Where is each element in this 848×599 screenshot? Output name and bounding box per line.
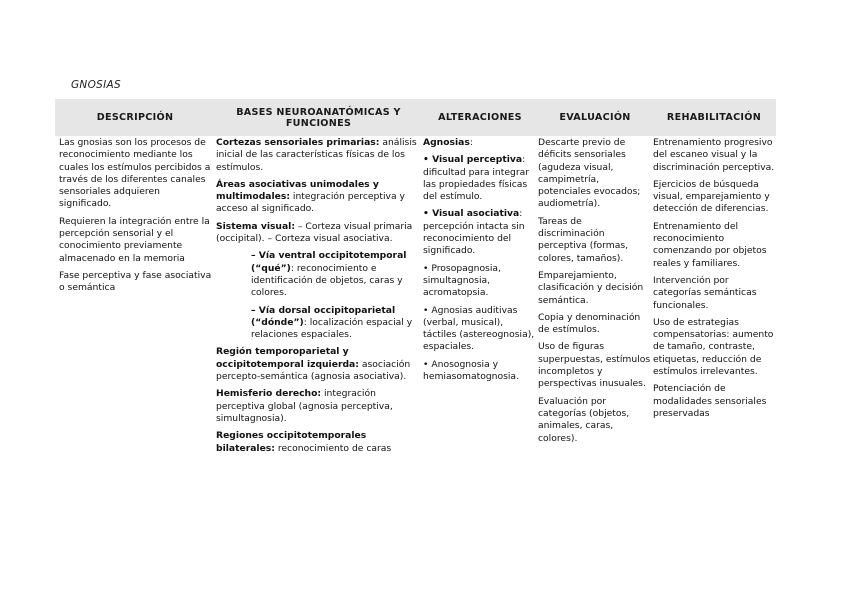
evaluacion-item: Emparejamiento, clasificación y decisión semántica. [538, 269, 644, 306]
rehabilitacion-item: Entrenamiento del reconocimiento comenzando por objetos reales y familiares. [653, 220, 767, 269]
bases-sistema-visual: Sistema visual: – Corteza visual primaria (occipital). – Corteza visual asociativa. [216, 220, 413, 245]
rehabilitacion-item: Potenciación de modalidades sensoriales preservadas [653, 383, 767, 419]
page-title: GNOSIAS [71, 79, 121, 91]
alteraciones-item: • Agnosias auditivas (verbal, musical), táctiles (astereognosia), espaciales. [423, 304, 535, 353]
header-evaluacion: EVALUACIÓN [559, 112, 631, 123]
bases-hemisferio-derecho: Hemisferio derecho: integración perceptiva global (agnosia perceptiva, simultagnosia). [216, 388, 393, 424]
evaluacion-item: Copia y denominación de estímulos. [538, 311, 641, 336]
alteraciones-visual-asociativa: • Visual asociativa: percepción intacta sin reconocimiento del significado. [423, 208, 525, 257]
evaluacion-item: Descarte previo de déficits sensoriales (agudeza visual, campimetría, potenciales evocados; audiometría). [538, 137, 641, 210]
header-alteraciones: ALTERACIONES [438, 112, 522, 123]
descripcion-column [59, 137, 213, 300]
rehabilitacion-item: Ejercicios de búsqueda visual, emparejamiento y detección de diferencias. [653, 178, 770, 215]
alteraciones-agnosias: Agnosias: [423, 137, 473, 148]
bases-areas: Áreas asociativas unimodales y multimodales: integración perceptiva y acceso al significado. [216, 178, 405, 215]
evaluacion-item: Tareas de discriminación perceptiva (formas, colores, tamaños). [538, 215, 629, 264]
bases-regiones-occipitotemporales: Regiones occipitotemporales bilaterales: reconocimiento de caras [216, 430, 392, 454]
rehabilitacion-column [653, 137, 777, 425]
descripcion-paragraph: Las gnosias son los procesos de reconocimiento mediante los cuales los estímulos percibidos a través de los diferentes canales sensoriales adquieren significado. [59, 137, 211, 210]
alteraciones-visual-perceptiva: • Visual perceptiva: dificultad para integrar las propiedades físicas del estímulo. [423, 154, 530, 203]
bases-cortezas: Cortezas sensoriales primarias: análisis inicial de las características físicas de los estímulos. [216, 137, 417, 173]
bases-via-ventral: – Vía ventral occipitotemporal (“qué”): reconocimiento e identificación de objetos, caras y colores. [251, 250, 407, 299]
evaluacion-item: Evaluación por categorías (objetos, animales, caras, colores). [538, 395, 630, 444]
rehabilitacion-item: Uso de estrategias compensatorias: aumento de tamaño, contraste, etiquetas, reducción de estímulos irrelevantes. [653, 316, 774, 378]
rehabilitacion-item: Entrenamiento progresivo del escaneo visual y la discriminación perceptiva. [653, 137, 775, 173]
descripcion-paragraph: Fase perceptiva y fase asociativa o semántica [59, 269, 212, 294]
table-header-row [55, 99, 776, 136]
descripcion-paragraph: Requieren la integración entre la percepción sensorial y el conocimiento previamente almacenado en la memoria [59, 215, 210, 264]
bases-column [216, 137, 418, 460]
bases-region-temporoparietal: Región temporoparietal y occipitotemporal izquierda: asociación percepto-semántica (agnosia asociativa). [216, 346, 411, 383]
evaluacion-column [538, 137, 651, 450]
alteraciones-item: • Anosognosia y hemiasomatognosia. [423, 358, 519, 383]
evaluacion-item: Uso de figuras superpuestas, estímulos incompletos y perspectivas inusuales. [538, 341, 651, 390]
bases-via-dorsal: – Vía dorsal occipitoparietal (“dónde”): localización espacial y relaciones espaciales. [251, 304, 413, 341]
alteraciones-column [423, 137, 537, 388]
header-rehabilitacion: REHABILITACIÓN [666, 112, 762, 123]
rehabilitacion-item: Intervención por categorías semánticas funcionales. [653, 274, 757, 311]
header-bases: BASES NEUROANATÓMICAS Y FUNCIONES [236, 106, 401, 129]
alteraciones-item: • Prosopagnosia, simultagnosia, acromatopsia. [423, 262, 501, 299]
header-descripcion: DESCRIPCIÓN [96, 112, 174, 123]
